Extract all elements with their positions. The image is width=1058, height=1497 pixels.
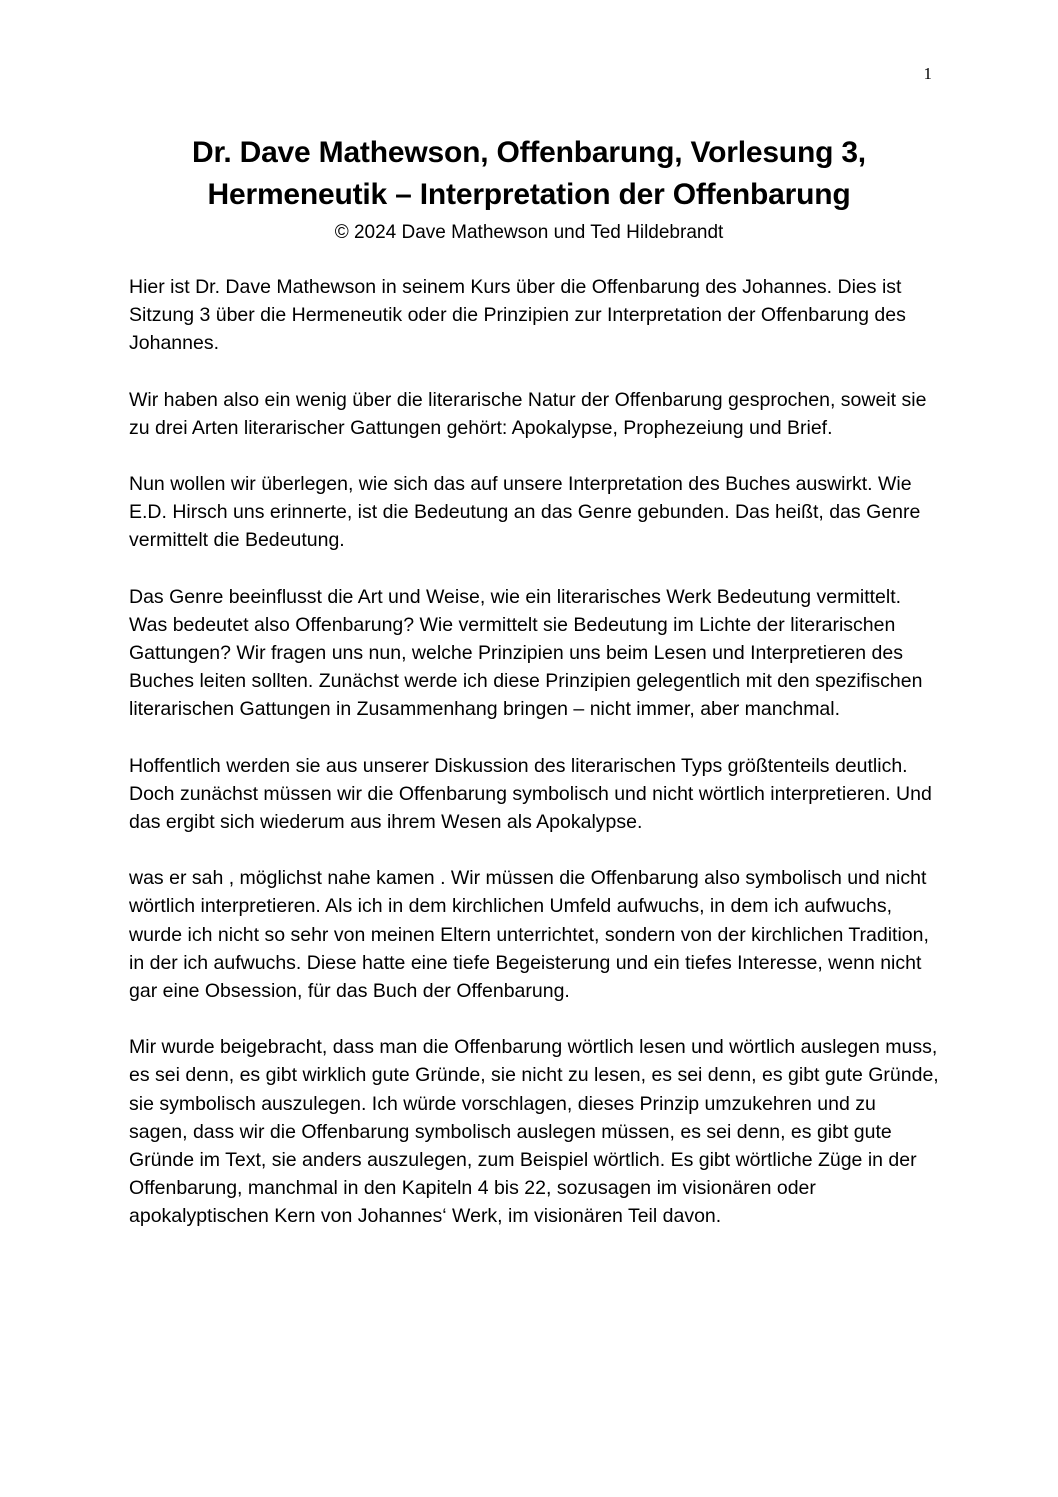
document-title-line-2: Hermeneutik – Interpretation der Offenbarung (207, 178, 851, 211)
document-title-line-1: Dr. Dave Mathewson, Offenbarung, Vorlesung 3, (192, 136, 866, 169)
page-number: 1 (923, 64, 932, 83)
paragraph: Mir wurde beigebracht, dass man die Offenbarung wörtlich lesen und wörtlich auslegen muss, es sei denn, es gibt wirklich gute Gründe, sie nicht zu lesen, es sei denn, es gibt gute Gründe, sie symbolisch auszulegen. Ich würde vorschlagen, dieses Prinzip umzukehren und zu sagen, dass wir die Offenbarung symbolisch auslegen müssen, es sei denn, es gibt gute Gründe im Text, sie anders auszulegen, zum Beispiel wörtlich. Es gibt wörtliche Züge in der Offenbarung, manchmal in den Kapiteln 4 bis 22, sozusagen im visionären oder apokalyptischen Kern von Johannes‘ Werk, im visionären Teil davon. (129, 1036, 939, 1228)
paragraph: Wir haben also ein wenig über die literarische Natur der Offenbarung gesprochen, soweit sie zu drei Arten literarischer Gattungen gehört: Apokalypse, Prophezeiung und Brief. (129, 388, 927, 439)
paragraph: Nun wollen wir überlegen, wie sich das auf unsere Interpretation des Buches auswirkt. Wie E.D. Hirsch uns erinnerte, ist die Bedeutung an das Genre gebunden. Das heißt, das Genre vermittelt die Bedeutung. (129, 473, 921, 552)
paragraph: Das Genre beeinflusst die Art und Weise, wie ein literarisches Werk Bedeutung vermittelt. Was bedeutet also Offenbarung? Wie vermittelt sie Bedeutung im Lichte der literarischen Gattungen? Wir fragen uns nun, welche Prinzipien uns beim Lesen und Interpretieren des Buches leiten sollten. Zunächst werde ich diese Prinzipien gelegentlich mit den spezifischen literarischen Gattungen in Zusammenhang bringen – nicht immer, aber manchmal. (129, 585, 923, 721)
copyright-notice: © 2024 Dave Mathewson und Ted Hildebrandt (334, 222, 724, 243)
paragraph: Hier ist Dr. Dave Mathewson in seinem Kurs über die Offenbarung des Johannes. Dies ist Sitzung 3 über die Hermeneutik oder die Prinzipien zur Interpretation der Offenbarung des Johannes. (129, 276, 906, 355)
document-body (129, 273, 939, 1259)
paragraph: Hoffentlich werden sie aus unserer Diskussion des literarischen Typs größtenteils deutlich. Doch zunächst müssen wir die Offenbarung symbolisch und nicht wörtlich interpretieren. Und das ergibt sich wiederum aus ihrem Wesen als Apokalypse. (129, 754, 932, 834)
document-header (0, 132, 1058, 248)
paragraph: was er sah , möglichst nahe kamen . Wir müssen die Offenbarung also symbolisch und nicht wörtlich interpretieren. Als ich in dem kirchlichen Umfeld aufwuchs, in dem ich aufwuchs, wurde ich nicht so sehr von meinen Eltern unterrichtet, sondern von der kirchlichen Tradition, in der ich aufwuchs. Diese hatte eine tiefe Begeisterung und ein tiefes Interesse, wenn nicht gar eine Obsession, für das Buch der Offenbarung. (129, 867, 929, 1003)
